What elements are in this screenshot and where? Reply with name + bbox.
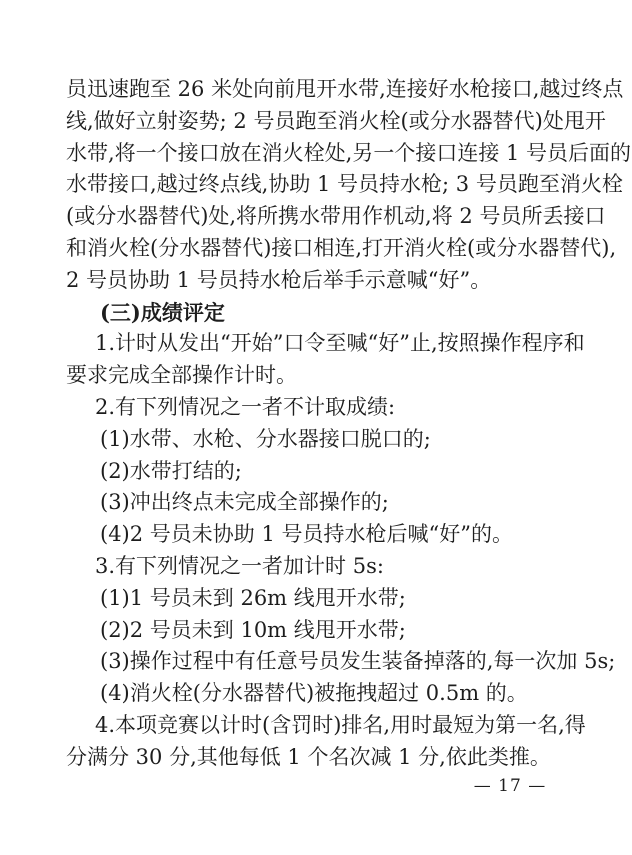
text-line: 3.有下列情况之一者加计时 5s: — [95, 553, 384, 578]
text-line: (4)消火栓(分水器替代)被拖拽超过 0.5m 的。 — [100, 681, 528, 706]
text-line: (1)水带、水枪、分水器接口脱口的; — [100, 426, 431, 451]
text-line: 1.计时从发出“开始”口令至喊“好”止,按照操作程序和 — [95, 331, 585, 356]
text-line: 线,做好立射姿势; 2 号员跑至消火栓(或分水器替代)处甩开 — [66, 108, 606, 133]
text-line: (3)冲出终点未完成全部操作的; — [100, 490, 389, 515]
text-line: 水带,将一个接口放在消火栓处,另一个接口连接 1 号员后面的 — [66, 140, 632, 165]
text-line: (3)操作过程中有任意号员发生装备掉落的,每一次加 5s; — [100, 649, 616, 674]
text-line: (1)1 号员未到 26m 线甩开水带; — [100, 585, 406, 610]
text-line: 要求完成全部操作计时。 — [66, 363, 297, 388]
text-line: 员迅速跑至 26 米处向前甩开水带,连接好水枪接口,越过终点 — [66, 77, 624, 101]
text-line: (或分水器替代)处,将所携水带用作机动,将 2 号员所丢接口 — [66, 204, 606, 229]
page-number: — 17 — — [473, 776, 547, 796]
text-line: (2)水带打结的; — [100, 458, 242, 483]
text-line: 2.有下列情况之一者不计取成绩: — [95, 394, 396, 419]
text-line: 2 号员协助 1 号员持水枪后举手示意喊“好”。 — [66, 267, 492, 292]
text-line: (4)2 号员未协助 1 号员持水枪后喊“好”的。 — [100, 522, 513, 547]
text-line: 和消火栓(分水器替代)接口相连,打开消火栓(或分水器替代), — [66, 235, 617, 260]
text-line: 水带接口,越过终点线,协助 1 号员持水枪; 3 号员跑至消火栓 — [66, 172, 623, 197]
text-line: (2)2 号员未到 10m 线甩开水带; — [100, 617, 406, 642]
section-heading: (三)成绩评定 — [100, 299, 225, 325]
body-text — [66, 74, 632, 774]
text-line: 分满分 30 分,其他每低 1 个名次减 1 分,依此类推。 — [66, 744, 551, 769]
text-line: 4.本项竞赛以计时(含罚时)排名,用时最短为第一名,得 — [95, 712, 586, 737]
